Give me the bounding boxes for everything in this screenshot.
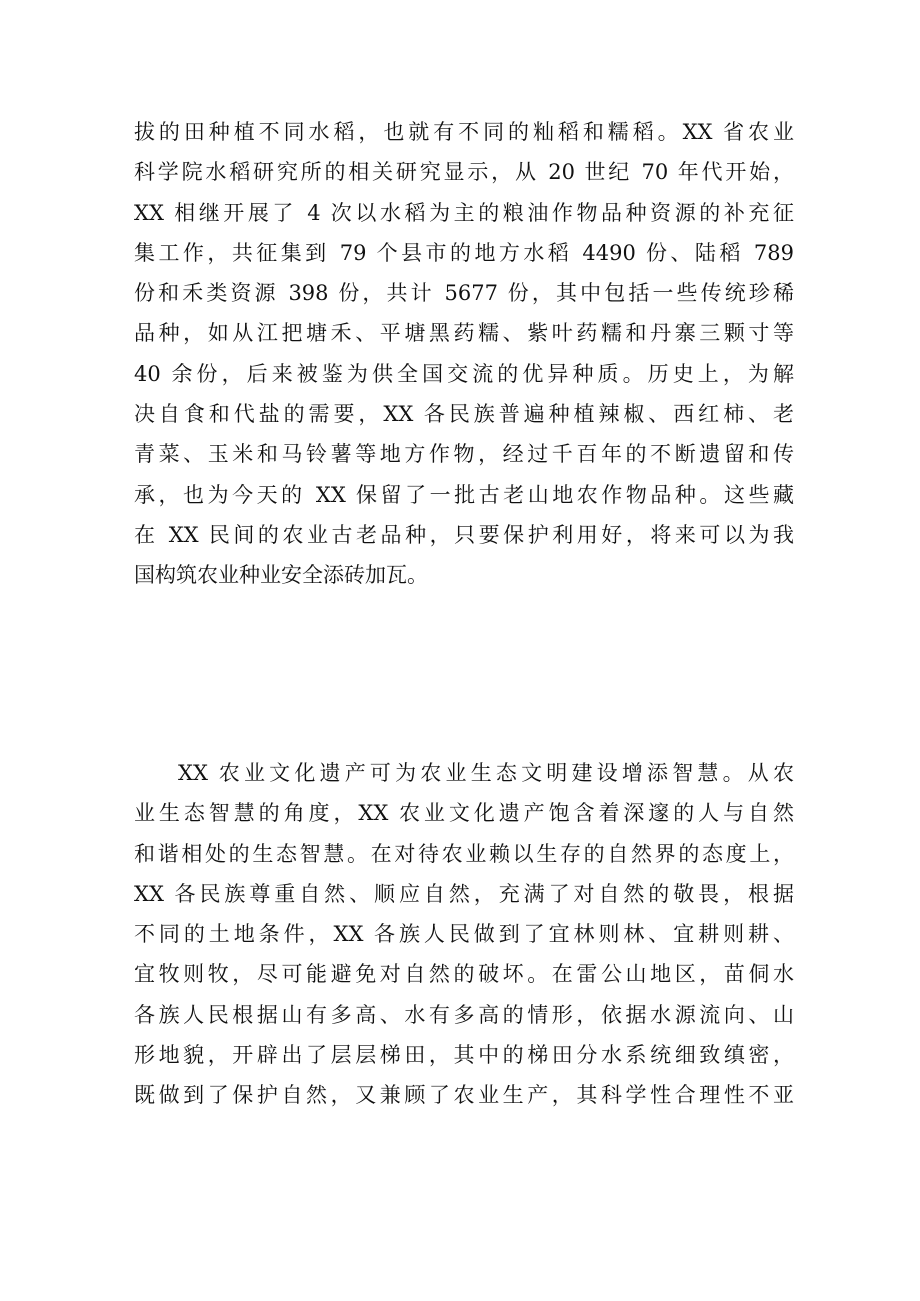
text-line: 份和禾类资源 398 份，共计 5677 份，其中包括一些传统珍稀 bbox=[134, 281, 794, 306]
text-line: 拔的田种植不同水稻，也就有不同的籼稻和糯稻。XX 省农业 bbox=[134, 120, 794, 144]
text-line: 宜牧则牧，尽可能避免对自然的破坏。在雷公山地区，苗侗水 bbox=[134, 962, 794, 987]
text-line: 不同的土地条件，XX 各族人民做到了宜林则林、宜耕则耕、 bbox=[134, 922, 794, 947]
text-line: 国构筑农业种业安全添砖加瓦。 bbox=[134, 563, 428, 588]
text-line: 科学院水稻研究所的相关研究显示，从 20 世纪 70 年代开始， bbox=[134, 160, 794, 185]
text-line: 业生态智慧的角度，XX 农业文化遗产饱含着深邃的人与自然 bbox=[134, 801, 794, 826]
text-line: XX 农业文化遗产可为农业生态文明建设增添智慧。从农 bbox=[178, 761, 794, 785]
text-line: XX 相继开展了 4 次以水稻为主的粮油作物品种资源的补充征 bbox=[134, 200, 794, 225]
text-line: 在 XX 民间的农业古老品种，只要保护利用好，将来可以为我 bbox=[134, 522, 794, 547]
paragraph-ecological-wisdom bbox=[134, 753, 794, 1116]
text-line: 各族人民根据山有多高、水有多高的情形，依据水源流向、山 bbox=[134, 1002, 794, 1027]
text-line: 集工作，共征集到 79 个县市的地方水稻 4490 份、陆稻 789 bbox=[134, 240, 794, 265]
text-line: 承，也为今天的 XX 保留了一批古老山地农作物品种。这些藏 bbox=[134, 482, 794, 507]
text-line: 青菜、玉米和马铃薯等地方作物，经过千百年的不断遗留和传 bbox=[134, 442, 794, 467]
text-line: 40 余份，后来被鉴为供全国交流的优异种质。历史上，为解 bbox=[134, 361, 794, 386]
text-line: 和谐相处的生态智慧。在对待农业赖以生存的自然界的态度上， bbox=[134, 841, 794, 866]
paragraph-rice-varieties bbox=[134, 112, 794, 596]
text-line: 既做到了保护自然，又兼顾了农业生产，其科学性合理性不亚 bbox=[134, 1083, 794, 1108]
text-line: 品种，如从江把塘禾、平塘黑药糯、紫叶药糯和丹寨三颗寸等 bbox=[134, 321, 794, 346]
text-line: XX 各民族尊重自然、顺应自然，充满了对自然的敬畏，根据 bbox=[134, 881, 794, 906]
text-line: 形地貌，开辟出了层层梯田，其中的梯田分水系统细致缜密， bbox=[134, 1043, 794, 1068]
text-line: 决自食和代盐的需要，XX 各民族普遍种植辣椒、西红柿、老 bbox=[134, 402, 794, 427]
